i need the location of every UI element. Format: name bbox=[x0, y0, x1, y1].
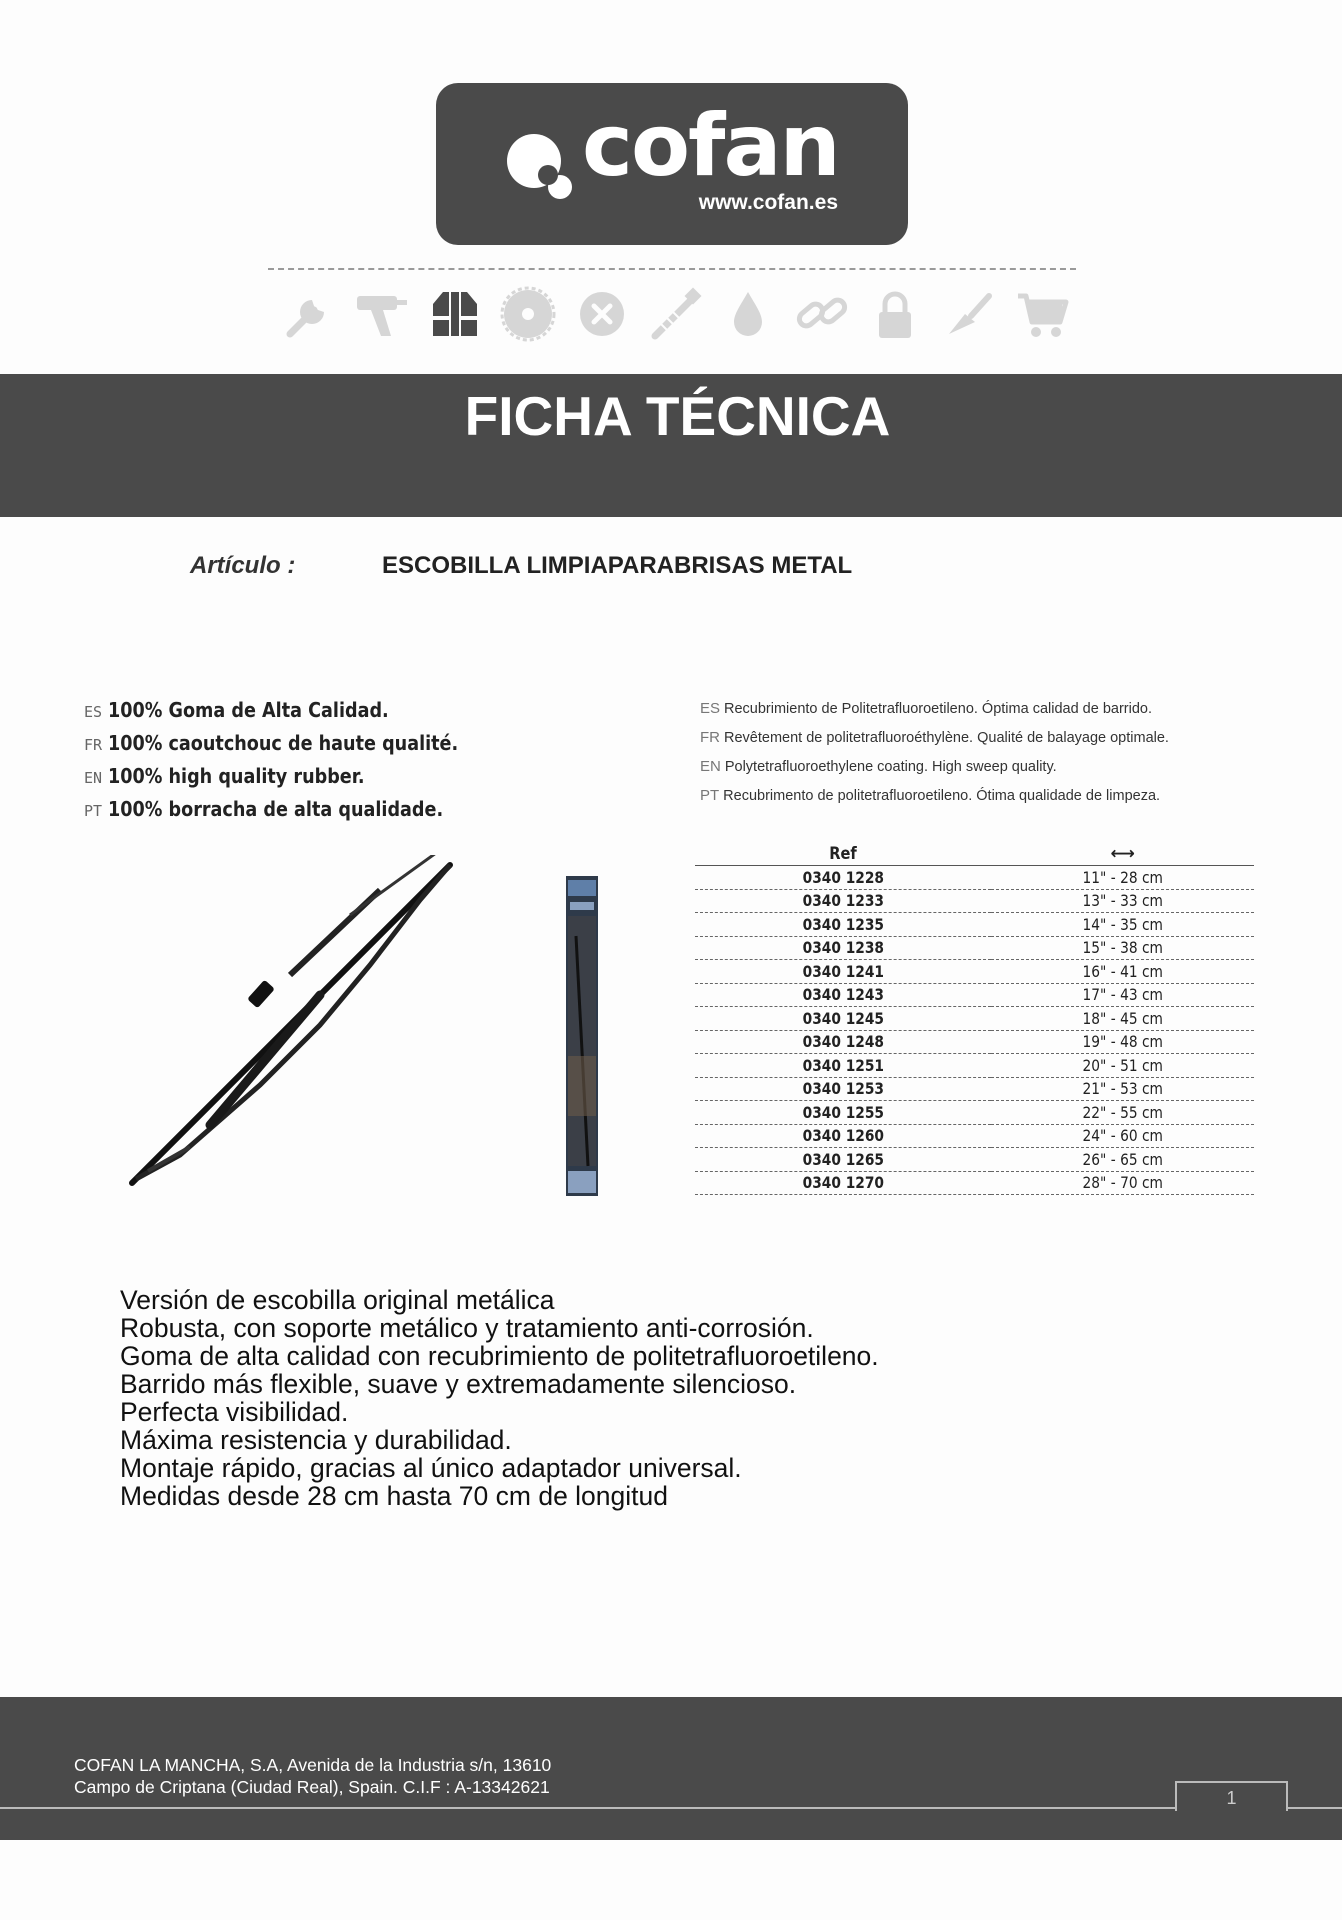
table-row bbox=[695, 1171, 1254, 1195]
table-row bbox=[695, 1101, 1254, 1125]
table-row bbox=[695, 1077, 1254, 1101]
table-row bbox=[695, 1054, 1254, 1078]
ref-cell: 0340 1235 bbox=[802, 914, 884, 934]
product-description bbox=[120, 1286, 879, 1510]
size-cell: 15" - 38 cm bbox=[1082, 938, 1163, 958]
size-cell: 14" - 35 cm bbox=[1082, 914, 1163, 934]
lang-code: ES bbox=[84, 703, 103, 721]
padlock-icon bbox=[867, 286, 923, 342]
dashed-divider bbox=[268, 268, 1076, 270]
description-line: Medidas desde 28 cm hasta 70 cm de longitud bbox=[120, 1481, 668, 1511]
description-line: Goma de alta calidad con recubrimiento de politetrafluoroetileno. bbox=[120, 1341, 879, 1371]
wrench-icon bbox=[280, 286, 336, 342]
ref-cell: 0340 1270 bbox=[802, 1173, 884, 1193]
size-cell: 18" - 45 cm bbox=[1082, 1008, 1163, 1028]
cutting-disc-icon bbox=[574, 286, 630, 342]
table-row bbox=[695, 1007, 1254, 1031]
size-cell: 16" - 41 cm bbox=[1082, 961, 1163, 981]
table-row bbox=[695, 1030, 1254, 1054]
ref-header: Ref bbox=[695, 843, 991, 866]
logo-brand: cofan bbox=[582, 96, 839, 196]
table-header-row bbox=[695, 843, 1254, 866]
ref-cell: 0340 1228 bbox=[802, 867, 884, 887]
screw-icon bbox=[647, 286, 703, 342]
description-line: Robusta, con soporte metálico y tratamiento anti-corrosión. bbox=[120, 1313, 814, 1343]
features-right bbox=[700, 700, 1169, 816]
coating-text: Polytetrafluoroethylene coating. High sweep quality. bbox=[724, 759, 1057, 775]
article-value: ESCOBILLA LIMPIAPARABRISAS METAL bbox=[382, 552, 853, 579]
description-line: Perfecta visibilidad. bbox=[120, 1397, 349, 1427]
ref-cell: 0340 1245 bbox=[802, 1008, 884, 1028]
safety-vest-icon bbox=[427, 286, 483, 342]
table-row bbox=[695, 866, 1254, 890]
feature-text: 100% borracha de alta qualidade. bbox=[108, 797, 444, 821]
drop-icon bbox=[720, 286, 776, 342]
ref-cell: 0340 1238 bbox=[802, 938, 884, 958]
size-cell: 22" - 55 cm bbox=[1082, 1102, 1163, 1122]
ref-cell: 0340 1265 bbox=[802, 1149, 884, 1169]
article-label: Artículo : bbox=[190, 552, 296, 579]
table-row bbox=[695, 983, 1254, 1007]
coating-row-en bbox=[700, 758, 1169, 787]
table-row bbox=[695, 936, 1254, 960]
ref-cell: 0340 1253 bbox=[802, 1079, 884, 1099]
description-line: Barrido más flexible, suave y extremadamente silencioso. bbox=[120, 1369, 797, 1399]
feature-row-en bbox=[84, 764, 506, 797]
trowel-icon bbox=[941, 286, 997, 342]
drill-icon bbox=[353, 286, 409, 342]
size-cell: 26" - 65 cm bbox=[1082, 1149, 1163, 1169]
features-left bbox=[84, 698, 506, 830]
coating-text: Recubrimiento de Politetrafluoroetileno. Óptima calidad de barrido. bbox=[724, 701, 1152, 717]
coating-text: Revêtement de politetrafluoroéthylène. Qualité de balayage optimale. bbox=[724, 730, 1169, 746]
ref-cell: 0340 1251 bbox=[802, 1055, 884, 1075]
reference-table bbox=[695, 843, 1254, 1195]
ref-cell: 0340 1241 bbox=[802, 961, 884, 981]
logo-url: www.cofan.es bbox=[698, 191, 838, 214]
cart-icon bbox=[1014, 286, 1070, 342]
feature-text: 100% high quality rubber. bbox=[108, 764, 365, 788]
category-icons bbox=[280, 286, 1070, 342]
ref-cell: 0340 1243 bbox=[802, 985, 884, 1005]
table-row bbox=[695, 889, 1254, 913]
size-cell: 24" - 60 cm bbox=[1082, 1126, 1163, 1146]
cofan-logo bbox=[436, 83, 908, 245]
ref-cell: 0340 1248 bbox=[802, 1032, 884, 1052]
chain-link-icon bbox=[794, 286, 850, 342]
footer-address-line2: Campo de Criptana (Ciudad Real), Spain. C.I.F : A-13342621 bbox=[74, 1777, 550, 1797]
table-row bbox=[695, 1148, 1254, 1172]
feature-text: 100% Goma de Alta Calidad. bbox=[108, 698, 389, 722]
length-arrow-icon: ⟷ bbox=[1110, 844, 1135, 864]
table-row bbox=[695, 1124, 1254, 1148]
logo-mark-icon bbox=[504, 131, 580, 201]
lang-code: FR bbox=[700, 729, 720, 746]
coating-row-es bbox=[700, 700, 1169, 729]
wiper-blade-image bbox=[120, 855, 460, 1195]
size-cell: 13" - 33 cm bbox=[1082, 891, 1163, 911]
lang-code: EN bbox=[84, 769, 103, 787]
coating-text: Recubrimento de politetrafluoroetileno. Ótima qualidade de limpeza. bbox=[723, 788, 1161, 804]
length-header bbox=[991, 843, 1254, 866]
lang-code: PT bbox=[84, 802, 103, 820]
page-number: 1 bbox=[1175, 1781, 1288, 1811]
description-line: Máxima resistencia y durabilidad. bbox=[120, 1425, 512, 1455]
size-cell: 11" - 28 cm bbox=[1082, 867, 1163, 887]
table-row bbox=[695, 913, 1254, 937]
feature-row-es bbox=[84, 698, 506, 731]
size-cell: 20" - 51 cm bbox=[1082, 1055, 1163, 1075]
table-row bbox=[695, 960, 1254, 984]
feature-text: 100% caoutchouc de haute qualité. bbox=[108, 731, 459, 755]
footer-rule bbox=[0, 1807, 1342, 1809]
ref-cell: 0340 1260 bbox=[802, 1126, 884, 1146]
description-line: Versión de escobilla original metálica bbox=[120, 1285, 555, 1315]
package-image bbox=[566, 876, 598, 1196]
ref-cell: 0340 1233 bbox=[802, 891, 884, 911]
size-cell: 21" - 53 cm bbox=[1082, 1079, 1163, 1099]
size-cell: 17" - 43 cm bbox=[1082, 985, 1163, 1005]
feature-row-fr bbox=[84, 731, 506, 764]
coating-row-fr bbox=[700, 729, 1169, 758]
size-cell: 19" - 48 cm bbox=[1082, 1032, 1163, 1052]
feature-row-pt bbox=[84, 797, 506, 830]
page-title: FICHA TÉCNICA bbox=[464, 385, 891, 447]
lang-code: PT bbox=[700, 787, 720, 804]
size-cell: 28" - 70 cm bbox=[1082, 1173, 1163, 1193]
lang-code: ES bbox=[700, 700, 721, 717]
saw-blade-icon bbox=[500, 286, 556, 342]
lang-code: EN bbox=[700, 758, 721, 775]
coating-row-pt bbox=[700, 787, 1169, 816]
description-line: Montaje rápido, gracias al único adaptador universal. bbox=[120, 1453, 742, 1483]
footer-address-line1: COFAN LA MANCHA, S.A, Avenida de la Industria s/n, 13610 bbox=[74, 1755, 552, 1775]
ref-cell: 0340 1255 bbox=[802, 1102, 884, 1122]
lang-code: FR bbox=[84, 736, 103, 754]
